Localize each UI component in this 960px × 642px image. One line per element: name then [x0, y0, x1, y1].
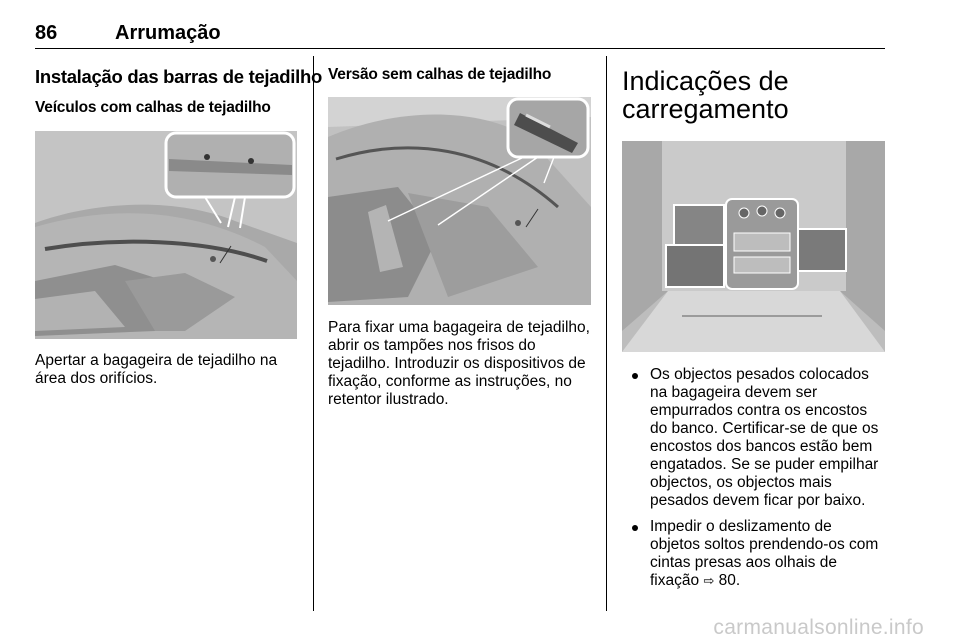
roof-fixing-illustration	[328, 97, 591, 305]
body-text: Para fixar uma bagageira de tejadilho, abrir os tampões nos frisos do tejadilho. Introduzir os dispositivos de fixação, conforme as instruções, no retentor ilustrado.	[328, 319, 590, 408]
bullet-icon	[632, 525, 638, 531]
column-divider	[313, 56, 314, 611]
page-header	[35, 22, 885, 49]
subsection-heading: Veículos com calhas de tejadilho	[35, 99, 271, 116]
cross-reference-icon[interactable]: ⇨	[703, 574, 715, 589]
column-divider	[606, 56, 607, 611]
list-item	[622, 366, 886, 510]
body-text: Apertar a bagageira de tejadilho na área dos orifícios.	[35, 352, 278, 387]
section-title: Indicações de carregamento	[622, 66, 789, 124]
page-number: 86	[35, 22, 58, 44]
list-item-text: Os objectos pesados colocados na bagageira devem ser empurrados contra os encostos do banco. Certificar-se de que os encostos dos bancos estão bem engatados. Se se puder empilhar objectos, os objectos mais pesados devem ficar por baixo.	[650, 366, 879, 509]
section-heading: Versão sem calhas de tejadilho	[328, 66, 552, 83]
list-item	[622, 518, 886, 591]
cargo-loading-illustration	[622, 141, 885, 352]
bullet-list	[622, 366, 886, 599]
watermark: carmanualsonline.info	[713, 616, 924, 639]
page-reference[interactable]: 80.	[718, 572, 741, 589]
roof-rail-illustration	[35, 131, 297, 339]
chapter-title: Arrumação	[115, 22, 221, 44]
section-heading: Instalação das barras de tejadilho	[35, 66, 322, 87]
list-item-text: Impedir o deslizamento de objetos soltos prendendo-os com cintas presas aos olhais de fixação	[650, 518, 879, 589]
bullet-icon	[632, 373, 638, 379]
